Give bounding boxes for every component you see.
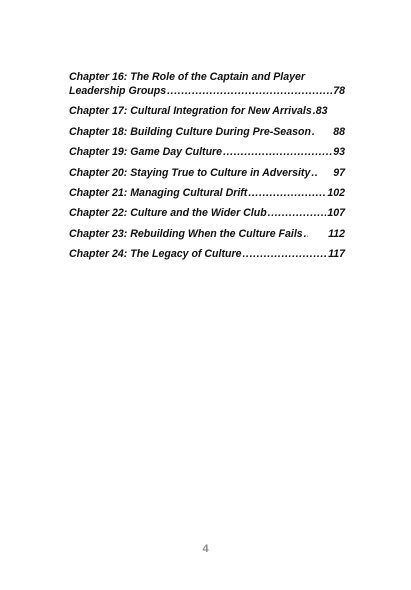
toc-entry-page: 112 [328, 227, 345, 240]
toc-leader-dots [313, 104, 315, 118]
toc-entry-chapter-20 [69, 166, 345, 180]
toc-entry-chapter-17 [69, 104, 345, 118]
toc-entry-chapter-22 [69, 206, 345, 220]
table-of-contents [69, 70, 345, 268]
toc-leader-dots [248, 186, 326, 200]
toc-leader-dots [167, 84, 332, 98]
toc-entry-title: Chapter 23: Rebuilding When the Culture Fails [69, 227, 303, 240]
toc-entry-page: 83 [315, 105, 328, 118]
toc-leader-dots [242, 247, 327, 261]
page-number: 4 [202, 543, 209, 555]
toc-entry-page: 107 [327, 207, 345, 220]
toc-entry-chapter-16 [69, 70, 345, 98]
toc-entry-chapter-18 [69, 125, 345, 139]
toc-leader-dots [304, 227, 308, 241]
toc-entry-page: 97 [333, 166, 345, 179]
toc-leader-dots [223, 145, 332, 159]
toc-leader-dots [268, 206, 327, 220]
toc-leader-dots [312, 125, 314, 139]
toc-entry-title: Chapter 21: Managing Cultural Drift [69, 186, 248, 199]
toc-entry-title-line1: Chapter 16: The Role of the Captain and Player [69, 71, 306, 83]
toc-entry-chapter-19 [69, 145, 345, 159]
toc-entry-page: 93 [333, 146, 345, 159]
toc-entry-chapter-21 [69, 186, 345, 200]
toc-entry-chapter-23 [69, 227, 345, 241]
toc-entry-title: Chapter 24: The Legacy of Culture [69, 248, 242, 261]
toc-entry-page: 78 [333, 85, 345, 97]
toc-entry-page: 117 [328, 248, 345, 261]
toc-entry-title: Chapter 20: Staying True to Culture in Adversity [69, 166, 311, 179]
toc-entry-title: Chapter 22: Culture and the Wider Club [69, 207, 267, 220]
toc-entry-title: Leadership Groups [69, 85, 167, 97]
toc-leader-dots [311, 166, 317, 180]
toc-entry-page: 102 [327, 186, 345, 199]
toc-entry-page: 88 [333, 125, 345, 138]
toc-entry-title: Chapter 19: Game Day Culture [69, 146, 223, 159]
toc-entry-title: Chapter 18: Building Culture During Pre-Season [69, 125, 311, 138]
toc-entry-title: Chapter 17: Cultural Integration for New Arrivals [69, 105, 312, 118]
toc-entry-chapter-24 [69, 247, 345, 261]
